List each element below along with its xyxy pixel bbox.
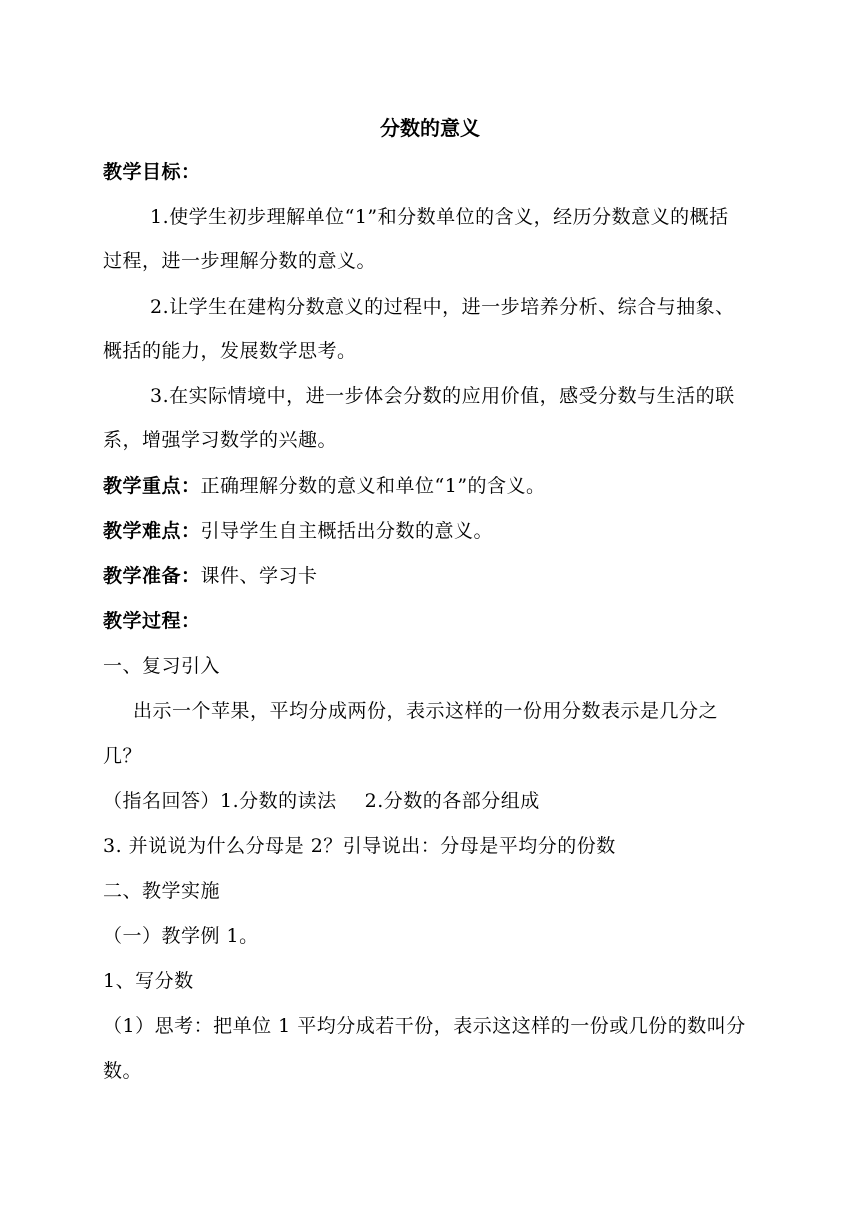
objective-1-line-2: 过程，进一步理解分数的意义。 [103, 250, 377, 272]
intro-line-1: 出示一个苹果，平均分成两份，表示这样的一份用分数表示是几分之 [133, 700, 719, 722]
process-label: 教学过程： [103, 610, 201, 632]
difficulty-label: 教学难点： [103, 520, 201, 542]
preparation-paragraph [103, 564, 763, 588]
intro-line-2: 几？ [103, 745, 143, 767]
think-line-2: 数。 [103, 1060, 143, 1082]
answer-part-a: （指名回答）1.分数的读法 [103, 790, 337, 812]
objectives-label: 教学目标： [103, 161, 201, 183]
answer-part-b: 2.分数的各部分组成 [364, 790, 540, 812]
difficulty-text: 引导学生自主概括出分数的意义。 [200, 520, 494, 542]
difficulty-paragraph [103, 519, 763, 543]
page-title: 分数的意义 [380, 116, 480, 140]
think-line-1: （1）思考：把单位 1 平均分成若干份，表示这这样的一份或几份的数叫分 [103, 1015, 746, 1037]
objectives-heading [103, 160, 763, 184]
objective-2-line-2: 概括的能力，发展数学思考。 [103, 340, 357, 362]
section-2-heading: 二、教学实施 [103, 880, 221, 902]
key-point-text: 正确理解分数的意义和单位“1”的含义。 [200, 475, 546, 497]
objective-3-line-2: 系，增强学习数学的兴趣。 [103, 429, 338, 451]
answer-line [103, 789, 763, 813]
objective-1-line-1: 1.使学生初步理解单位“1”和分数单位的含义，经历分数意义的概括 [150, 206, 729, 228]
subsection-1-heading: （一）教学例 1。 [103, 925, 259, 947]
step-1-heading: 1、写分数 [103, 970, 194, 992]
objective-3-line-1: 3.在实际情境中，进一步体会分数的应用价值，感受分数与生活的联 [150, 385, 735, 407]
key-point-label: 教学重点： [103, 475, 201, 497]
objective-2-line-1: 2.让学生在建构分数意义的过程中，进一步培养分析、综合与抽象、 [150, 296, 735, 318]
preparation-text: 课件、学习卡 [200, 565, 318, 587]
key-point-paragraph [103, 474, 763, 498]
process-heading [103, 609, 763, 633]
answer-part-c: 3. 并说说为什么分母是 2？引导说出：分母是平均分的份数 [103, 835, 616, 857]
preparation-label: 教学准备： [103, 565, 201, 587]
section-1-heading: 一、复习引入 [103, 655, 221, 677]
